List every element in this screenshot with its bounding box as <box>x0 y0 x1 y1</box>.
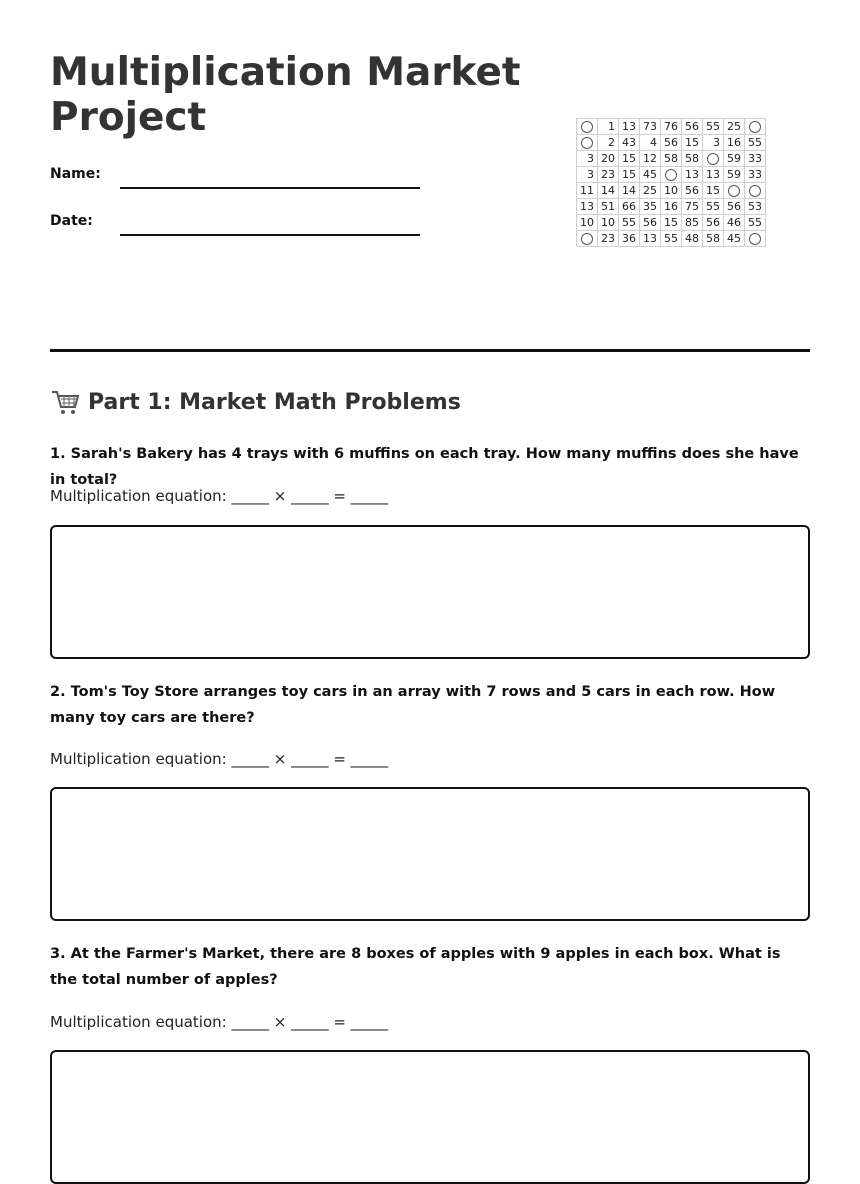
grid-cell: 1 <box>598 119 619 135</box>
grid-cell: 35 <box>640 199 661 215</box>
section-divider <box>50 349 810 352</box>
apple-icon <box>577 135 598 151</box>
tomato-icon-shape <box>749 233 761 245</box>
name-field[interactable] <box>120 187 420 189</box>
grid-cell: 85 <box>682 215 703 231</box>
grid-cell: 10 <box>598 215 619 231</box>
question-1-text: 1. Sarah's Bakery has 4 trays with 6 muffins on each tray. How many muffins does she have in total? <box>50 446 799 488</box>
grid-row <box>577 151 766 167</box>
grid-cell: 56 <box>682 119 703 135</box>
apple-icon-shape <box>749 121 761 133</box>
grid-cell: 66 <box>619 199 640 215</box>
date-label: Date: <box>50 213 93 229</box>
grid-cell: 14 <box>619 183 640 199</box>
cucumber-icon <box>703 151 724 167</box>
grid-cell: 45 <box>724 231 745 247</box>
question-2-text: 2. Tom's Toy Store arranges toy cars in an array with 7 rows and 5 cars in each row. How many toy cars are there? <box>50 684 776 726</box>
question-2-answer-box[interactable] <box>50 787 810 921</box>
grid-cell: 33 <box>745 151 766 167</box>
grid-cell: 73 <box>640 119 661 135</box>
grid-row <box>577 215 766 231</box>
grid-cell: 15 <box>661 215 682 231</box>
question-3-equation: Multiplication equation: _____ × _____ = _____ <box>50 1013 389 1031</box>
apple-icon-shape <box>581 137 593 149</box>
grid-cell: 55 <box>661 231 682 247</box>
grid-cell: 13 <box>619 119 640 135</box>
grid-cell: 15 <box>619 151 640 167</box>
grid-cell: 15 <box>682 135 703 151</box>
leaf-8-icon-shape <box>749 185 761 197</box>
pen-icon <box>577 119 598 135</box>
leaf-8-icon <box>745 183 766 199</box>
grid-cell: 56 <box>682 183 703 199</box>
grid-cell: 55 <box>745 215 766 231</box>
grid-cell: 13 <box>682 167 703 183</box>
grid-cell: 14 <box>598 183 619 199</box>
grid-row <box>577 135 766 151</box>
grid-cell: 15 <box>619 167 640 183</box>
grid-cell: 25 <box>640 183 661 199</box>
grid-cell: 13 <box>640 231 661 247</box>
grid-cell: 58 <box>703 231 724 247</box>
question-2-equation: Multiplication equation: _____ × _____ = _____ <box>50 750 389 768</box>
question-3-answer-box[interactable] <box>50 1050 810 1184</box>
name-label: Name: <box>50 166 101 182</box>
pen-icon-shape <box>581 121 593 133</box>
grid-cell: 23 <box>598 167 619 183</box>
grid-cell: 58 <box>682 151 703 167</box>
grid-cell: 3 <box>703 135 724 151</box>
grid-cell: 11 <box>577 183 598 199</box>
grid-cell: 56 <box>724 199 745 215</box>
grid-cell: 16 <box>724 135 745 151</box>
grid-cell: 56 <box>703 215 724 231</box>
grid-cell: 51 <box>598 199 619 215</box>
grid-cell: 13 <box>577 199 598 215</box>
section-heading <box>50 388 461 416</box>
grid-cell: 55 <box>619 215 640 231</box>
grid-row <box>577 199 766 215</box>
grid-cell: 58 <box>661 151 682 167</box>
grid-cell: 12 <box>640 151 661 167</box>
grid-cell: 56 <box>640 215 661 231</box>
grid-cell: 55 <box>703 119 724 135</box>
grid-row <box>577 183 766 199</box>
grid-cell: 23 <box>598 231 619 247</box>
grid-row <box>577 231 766 247</box>
grid-row <box>577 167 766 183</box>
number-grid <box>576 118 766 247</box>
grid-row <box>577 119 766 135</box>
grid-cell: 20 <box>598 151 619 167</box>
page-title: Multiplication Market Project <box>50 50 521 140</box>
grid-cell: 13 <box>703 167 724 183</box>
grid-cell: 76 <box>661 119 682 135</box>
grid-cell: 16 <box>661 199 682 215</box>
shopping-cart-icon <box>50 388 80 416</box>
grid-cell: 3 <box>577 151 598 167</box>
grid-cell: 4 <box>640 135 661 151</box>
grid-cell: 15 <box>703 183 724 199</box>
grid-cell: 45 <box>640 167 661 183</box>
grid-cell: 36 <box>619 231 640 247</box>
grid-cell: 33 <box>745 167 766 183</box>
grid-cell: 10 <box>661 183 682 199</box>
question-3-text: 3. At the Farmer's Market, there are 8 boxes of apples with 9 apples in each box. What is the total number of apples? <box>50 946 781 988</box>
grid-cell: 48 <box>682 231 703 247</box>
grid-cell: 56 <box>661 135 682 151</box>
grid-cell: 53 <box>745 199 766 215</box>
grid-cell: 2 <box>598 135 619 151</box>
ball-icon-shape <box>728 185 740 197</box>
question-1-answer-box[interactable] <box>50 525 810 659</box>
grid-cell: 43 <box>619 135 640 151</box>
grid-cell: 10 <box>577 215 598 231</box>
tomato-icon <box>745 231 766 247</box>
grid-cell: 25 <box>724 119 745 135</box>
apple-8-icon-shape <box>665 169 677 181</box>
grid-cell: 59 <box>724 151 745 167</box>
apple-icon <box>577 231 598 247</box>
grid-cell: 55 <box>745 135 766 151</box>
grid-cell: 3 <box>577 167 598 183</box>
apple-8-icon <box>661 167 682 183</box>
grid-cell: 55 <box>703 199 724 215</box>
cucumber-icon-shape <box>707 153 719 165</box>
question-1-equation: Multiplication equation: _____ × _____ = _____ <box>50 487 389 505</box>
date-field[interactable] <box>120 234 420 236</box>
apple-icon-shape <box>581 233 593 245</box>
apple-icon <box>745 119 766 135</box>
grid-cell: 46 <box>724 215 745 231</box>
number-grid-table <box>576 118 766 247</box>
ball-icon <box>724 183 745 199</box>
section-title: Part 1: Market Math Problems <box>88 389 461 415</box>
grid-cell: 75 <box>682 199 703 215</box>
grid-cell: 59 <box>724 167 745 183</box>
